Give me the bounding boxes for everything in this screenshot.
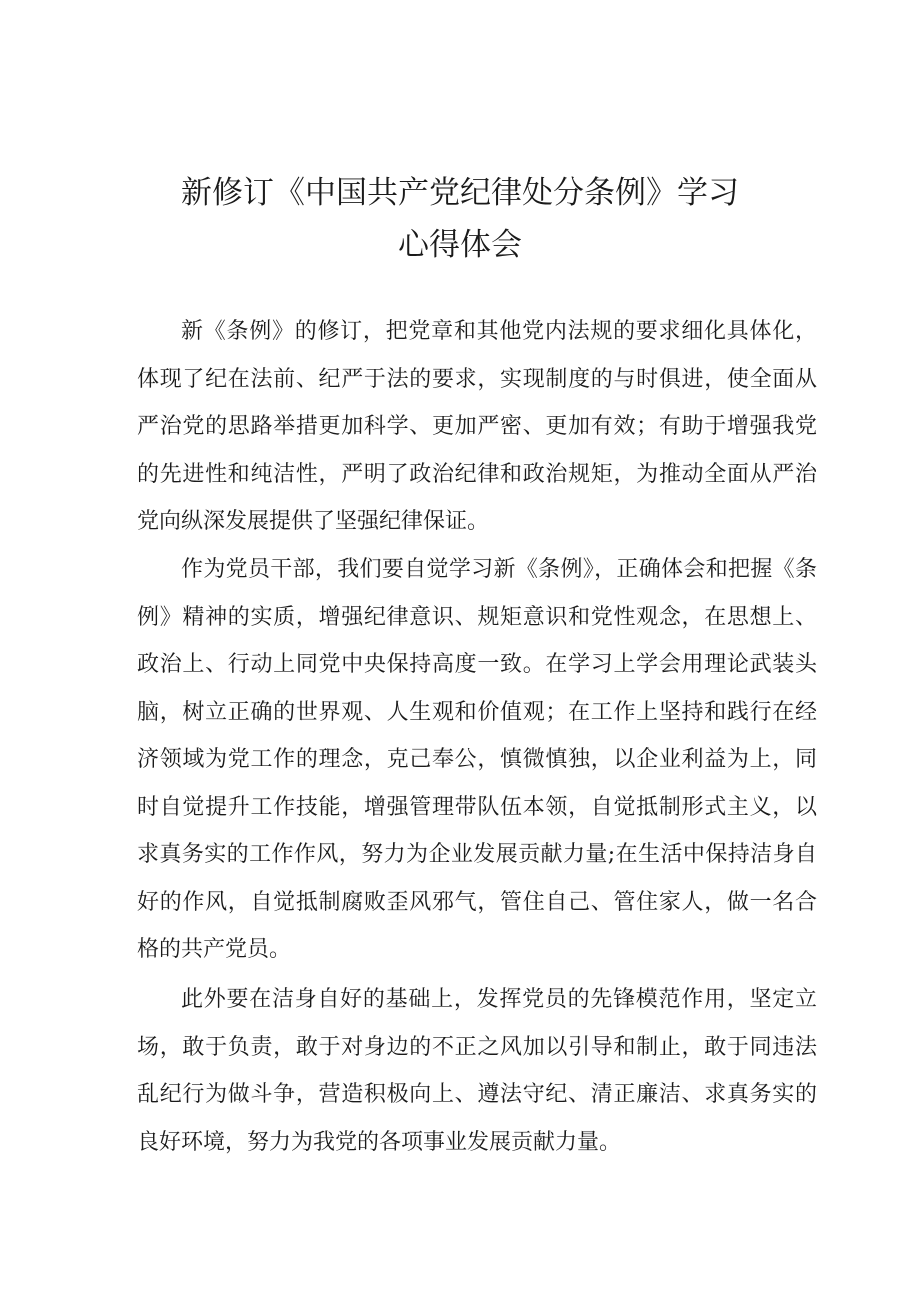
document-title-line-2: 心得体会 xyxy=(398,227,522,263)
document-title-line-1: 新修订《中国共产党纪律处分条例》学习 xyxy=(181,175,739,211)
paragraph-3: 此外要在洁身自好的基础上，发挥党员的先锋模范作用，坚定立场，敢于负责，敢于对身边的不正之风加以引导和制止，敢于同违法乱纪行为做斗争，营造积极向上、遵法守纪、清正廉洁、求真务实的良好环境，努力为我党的各项事业发展贡献力量。 xyxy=(137,987,817,1155)
paragraph-2: 作为党员干部，我们要自觉学习新《条例》，正确体会和把握《条例》精神的实质，增强纪律意识、规矩意识和党性观念，在思想上、政治上、行动上同党中央保持高度一致。在学习上学会用理论武装头脑，树立正确的世界观、人生观和价值观；在工作上坚持和践行在经济领域为党工作的理念，克己奉公，慎微慎独，以企业利益为上，同时自觉提升工作技能，增强管理带队伍本领，自觉抵制形式主义，以求真务实的工作作风，努力为企业发展贡献力量;在生活中保持洁身自好的作风，自觉抵制腐败歪风邪气，管住自己、管住家人，做一名合格的共产党员。 xyxy=(137,557,817,962)
paragraph-1: 新《条例》的修订，把党章和其他党内法规的要求细化具体化，体现了纪在法前、纪严于法的要求，实现制度的与时俱进，使全面从严治党的思路举措更加科学、更加严密、更加有效；有助于增强我党的先进性和纯洁性，严明了政治纪律和政治规矩，为推动全面从严治党向纵深发展提供了坚强纪律保证。 xyxy=(137,319,817,534)
